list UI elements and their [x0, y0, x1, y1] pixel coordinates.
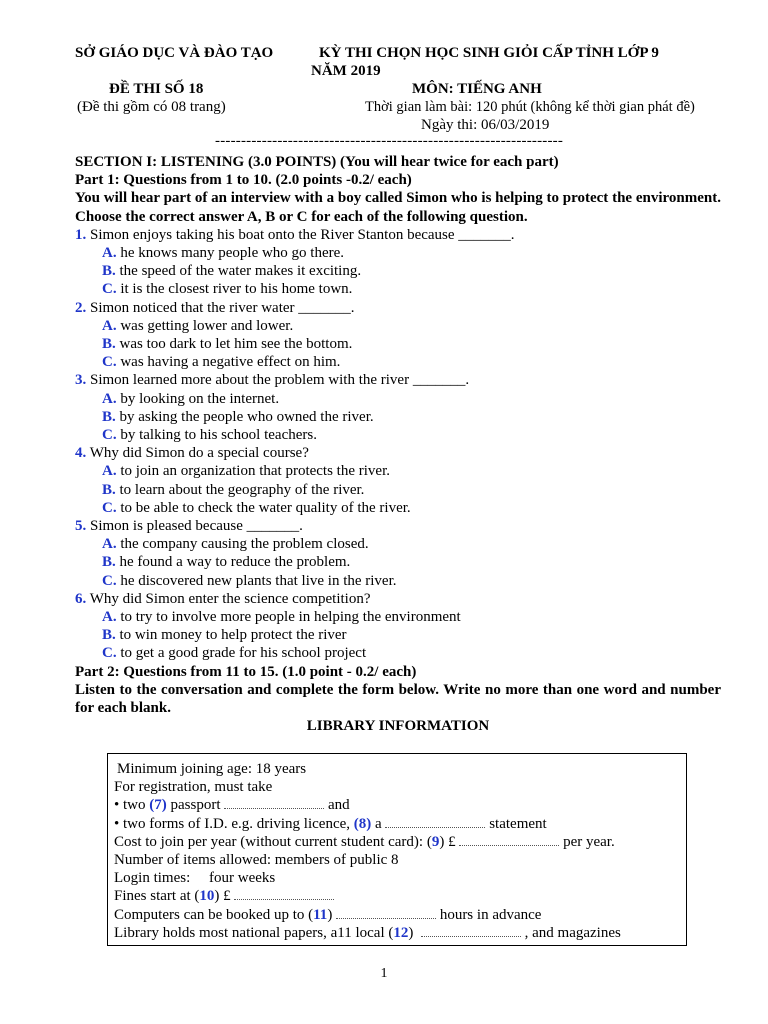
option-text: he discovered new plants that live in the river.	[120, 572, 397, 589]
blank-number-10: 10	[199, 888, 215, 905]
question-text: Simon noticed that the river water _______.	[90, 299, 355, 316]
option-letter: B.	[102, 627, 116, 644]
option-letter: C.	[102, 281, 117, 298]
form-row-registration: For registration, must take	[114, 779, 273, 796]
form-text: Cost to join per year (without current student card): (	[114, 833, 432, 850]
form-text: )	[327, 906, 337, 923]
option-letter: C.	[102, 645, 117, 662]
option-text: it is the closest river to his home town.	[120, 281, 353, 298]
answer-blank-7[interactable]	[224, 796, 324, 809]
option-letter: C.	[102, 572, 117, 589]
option-text: to get a good grade for his school project	[120, 645, 367, 662]
question-number: 6.	[75, 590, 87, 607]
question-1	[75, 226, 721, 299]
exam-title: KỲ THI CHỌN HỌC SINH GIỎI CẤP TỈNH LỚP 9	[319, 45, 659, 61]
form-text: , and magazines	[520, 924, 621, 941]
question-text: Why did Simon do a special course?	[89, 445, 309, 462]
subject: MÔN: TIẾNG ANH	[412, 81, 542, 97]
option-letter: B.	[102, 554, 116, 571]
option-text: he knows many people who go there.	[120, 245, 345, 262]
option-text: he found a way to reduce the problem.	[119, 554, 351, 571]
option-letter: A.	[102, 463, 117, 480]
answer-blank-12[interactable]	[421, 924, 521, 937]
question-text: Simon enjoys taking his boat onto the River Stanton because _______.	[90, 226, 515, 243]
answer-blank-8[interactable]	[385, 815, 485, 828]
form-row-items: Number of items allowed: members of public 8	[114, 852, 399, 869]
option-text: to be able to check the water quality of the river.	[120, 499, 411, 516]
form-title: LIBRARY INFORMATION	[306, 718, 490, 735]
option-letter: A.	[102, 536, 117, 553]
option-letter: A.	[102, 390, 117, 407]
page-number: 1	[380, 966, 388, 981]
form-text: statement	[485, 815, 547, 832]
form-text: passport	[166, 797, 225, 814]
library-information-form	[107, 753, 687, 946]
form-row-cost	[114, 833, 680, 851]
question-6	[75, 590, 721, 663]
form-row-login: Login times: four weeks	[114, 870, 276, 887]
time-note: Thời gian làm bài: 120 phút (không kể thời gian phát đề)	[365, 99, 695, 115]
form-row-papers	[114, 924, 680, 942]
answer-blank-11[interactable]	[336, 906, 436, 919]
question-5	[75, 517, 721, 590]
question-list	[75, 226, 721, 663]
option-letter: C.	[102, 499, 117, 516]
form-row-joining-age: Minimum joining age: 18 years	[117, 761, 307, 777]
form-row-fines	[114, 887, 680, 905]
form-text: • two forms of I.D. e.g. driving licence,	[114, 815, 354, 832]
part1-title: Part 1: Questions from 1 to 10. (2.0 points -0.2/ each)	[75, 172, 412, 189]
option-text: to win money to help protect the river	[119, 627, 347, 644]
part1-instructions: You will hear part of an interview with a boy called Simon who is helping to protect the environment. Choose the correct answer A, B or C for each of the following question.	[75, 190, 721, 225]
option-text: was too dark to let him see the bottom.	[119, 336, 353, 353]
option-text: the speed of the water makes it exciting.	[119, 263, 362, 280]
form-row-id	[114, 815, 680, 833]
section-title: SECTION I: LISTENING (3.0 POINTS) (You will hear twice for each part)	[75, 154, 559, 170]
option-text: to try to involve more people in helping the environment	[120, 609, 461, 626]
question-3	[75, 371, 721, 444]
exam-year: NĂM 2019	[311, 63, 381, 79]
question-text: Why did Simon enter the science competition?	[89, 590, 371, 607]
part2-title: Part 2: Questions from 11 to 15. (1.0 point - 0.2/ each)	[75, 663, 417, 680]
pages-note: (Đề thi gồm có 08 trang)	[77, 99, 226, 115]
question-number: 5.	[75, 518, 87, 535]
option-letter: B.	[102, 408, 116, 425]
option-text: to join an organization that protects the river.	[120, 463, 390, 480]
question-4	[75, 444, 721, 517]
department-name: SỞ GIÁO DỤC VÀ ĐÀO TẠO	[75, 45, 274, 61]
option-text: was having a negative effect on him.	[120, 354, 341, 371]
option-text: was getting lower and lower.	[120, 317, 294, 334]
option-letter: A.	[102, 609, 117, 626]
exam-header	[75, 42, 721, 149]
form-text: ) £	[439, 833, 460, 850]
option-letter: C.	[102, 427, 117, 444]
option-text: to learn about the geography of the river.	[119, 481, 365, 498]
form-text: a	[371, 815, 386, 832]
question-text: Simon learned more about the problem with the river _______.	[90, 372, 470, 389]
option-text: by talking to his school teachers.	[120, 427, 317, 444]
option-letter: C.	[102, 354, 117, 371]
blank-number-7: (7)	[149, 797, 167, 814]
option-letter: A.	[102, 245, 117, 262]
question-number: 4.	[75, 445, 87, 462]
form-text: per year.	[559, 833, 615, 850]
option-letter: B.	[102, 481, 116, 498]
blank-number-8: (8)	[353, 815, 372, 832]
exam-number: ĐỀ THI SỐ 18	[109, 81, 204, 97]
exam-date: Ngày thi: 06/03/2019	[421, 117, 550, 133]
option-letter: B.	[102, 263, 116, 280]
form-text: Computers can be booked up to (	[114, 906, 314, 923]
question-2	[75, 299, 721, 372]
form-text: ) £	[214, 888, 235, 905]
form-text: and	[324, 797, 350, 814]
form-text: Library holds most national papers, a11 local (	[114, 924, 394, 941]
option-letter: B.	[102, 336, 116, 353]
option-letter: A.	[102, 317, 117, 334]
option-text: by asking the people who owned the river.	[119, 408, 374, 425]
blank-number-9: 9	[431, 833, 440, 850]
answer-blank-10[interactable]	[234, 887, 334, 900]
question-number: 3.	[75, 372, 87, 389]
question-number: 1.	[75, 226, 87, 243]
answer-blank-9[interactable]	[459, 833, 559, 846]
exam-page	[75, 42, 721, 736]
part2-instructions: Listen to the conversation and complete the form below. Write no more than one word and number for each blank.	[75, 681, 721, 717]
form-text: • two	[114, 797, 150, 814]
question-number: 2.	[75, 299, 87, 316]
blank-number-12: 12	[393, 924, 409, 941]
form-text: hours in advance	[436, 906, 542, 923]
form-text: Fines start at (	[114, 888, 200, 905]
option-text: by looking on the internet.	[120, 390, 280, 407]
form-row-computers	[114, 906, 680, 924]
form-text: )	[408, 924, 421, 941]
blank-number-11: 11	[313, 906, 328, 923]
form-row-passport	[114, 796, 680, 814]
option-text: the company causing the problem closed.	[120, 536, 369, 553]
header-divider: -------------------------------------------------------------------	[215, 133, 564, 149]
question-text: Simon is pleased because _______.	[90, 518, 303, 535]
